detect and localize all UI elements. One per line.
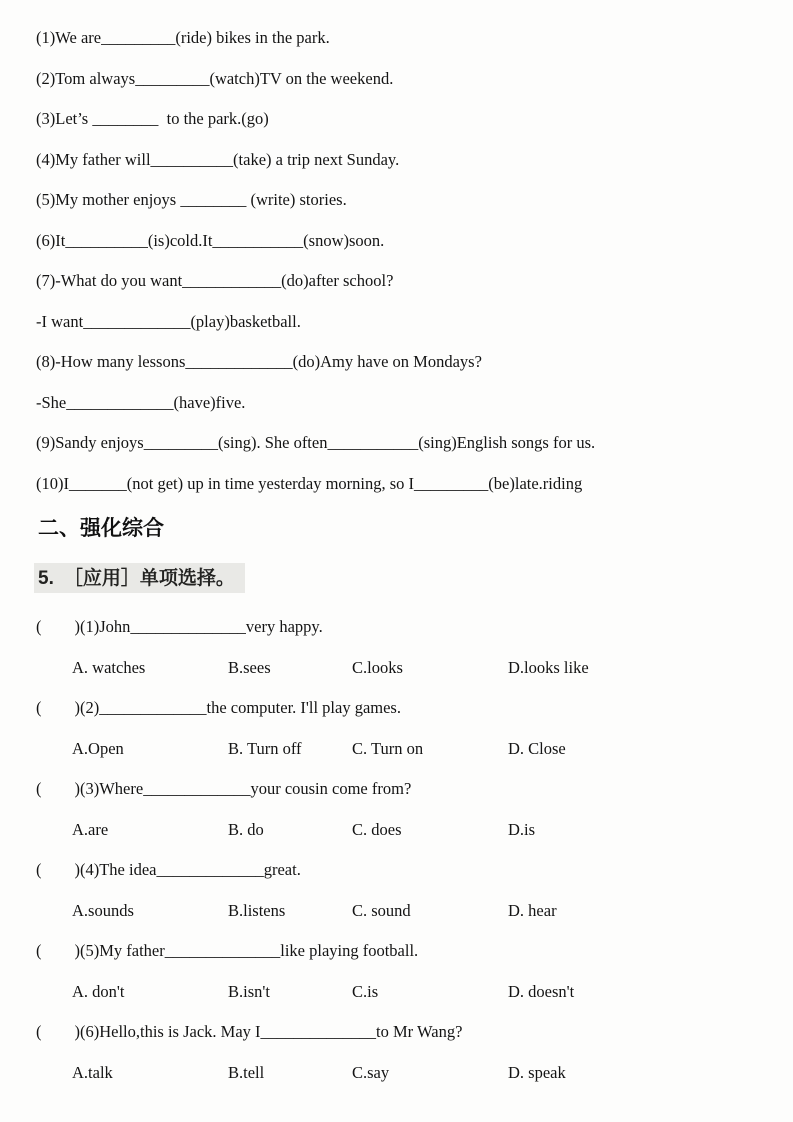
mcq-prompt: ( )(3)Where_____________your cousin come from? [36,779,412,799]
mcq-question-block [36,781,773,838]
mcq-options-row [72,900,773,920]
mcq-option-a: A.are [72,819,109,839]
mcq-option-b: B.sees [228,657,271,677]
fill-blank-item: -I want_____________(play)basketball. [36,311,301,331]
section-heading: 二、强化综合 [38,517,164,540]
mcq-prompt: ( )(6)Hello,this is Jack. May I______________to Mr Wang? [36,1022,463,1042]
mcq-prompt: ( )(2)_____________the computer. I'll play games. [36,698,401,718]
exercise-heading-highlight [34,563,245,593]
mcq-options-row [72,981,773,1001]
mcq-option-c: C.say [352,1062,390,1082]
mcq-option-d: D. doesn't [508,981,575,1001]
mcq-options-row [72,657,773,677]
mcq-question-block [36,943,773,1000]
mcq-option-b: B.isn't [228,981,270,1001]
fill-blank-item: (2)Tom always_________(watch)TV on the weekend. [36,68,394,88]
exercise-heading [34,563,773,593]
mcq-option-b: B. Turn off [228,738,302,758]
fill-blank-item: (1)We are_________(ride) bikes in the park. [36,28,330,47]
mcq-options-row [72,738,773,758]
mcq-option-c: C. does [352,819,402,839]
mcq-option-c: C.is [352,981,379,1001]
fill-blank-item: -She_____________(have)five. [36,392,246,412]
mcq-option-d: D. Close [508,738,566,758]
mcq-prompt: ( )(1)John______________very happy. [36,617,323,637]
fill-blank-item: (5)My mother enjoys ________ (write) stories. [36,190,347,209]
mcq-option-a: A. watches [72,657,146,677]
mcq-question-block [36,619,773,676]
mcq-option-b: B. do [228,819,264,839]
fill-blank-item: (10)I_______(not get) up in time yesterday morning, so I_________(be)late.riding [36,473,583,493]
mcq-option-d: D.looks like [508,657,589,677]
mcq-option-b: B.listens [228,900,286,920]
mcq-option-a: A.sounds [72,900,134,920]
mcq-option-a: A. don't [72,981,125,1001]
mcq-question-block [36,700,773,757]
mcq-question-block [36,862,773,919]
mcq-option-a: A.talk [72,1062,113,1082]
fill-blank-item: (9)Sandy enjoys_________(sing). She often___________(sing)English songs for us. [36,433,596,452]
mcq-options-row [72,1062,773,1082]
fill-blank-item: (7)-What do you want____________(do)after school? [36,271,394,290]
mcq-option-c: C. sound [352,900,411,920]
mcq-option-d: D. speak [508,1062,566,1082]
exercise-number: 5. [38,568,54,590]
mcq-option-b: B.tell [228,1062,265,1082]
mcq-options-row [72,819,773,839]
mcq-question-block [36,1024,773,1081]
fill-blank-item: (6)It__________(is)cold.It___________(snow)soon. [36,230,385,250]
mcq-option-d: D.is [508,819,536,839]
mcq-prompt: ( )(5)My father______________like playing football. [36,941,419,961]
mcq-option-c: C. Turn on [352,738,424,758]
exercise-title: ［应用］单项选择。 [63,568,235,590]
fill-blank-item: (8)-How many lessons_____________(do)Amy have on Mondays? [36,352,482,371]
fill-blank-item: (3)Let’s ________ to the park.(go) [36,109,269,128]
mcq-prompt: ( )(4)The idea_____________great. [36,860,301,880]
fill-blank-item: (4)My father will__________(take) a trip next Sunday. [36,149,400,169]
mcq-option-d: D. hear [508,900,557,920]
mcq-option-a: A.Open [72,738,124,758]
mcq-option-c: C.looks [352,657,403,677]
